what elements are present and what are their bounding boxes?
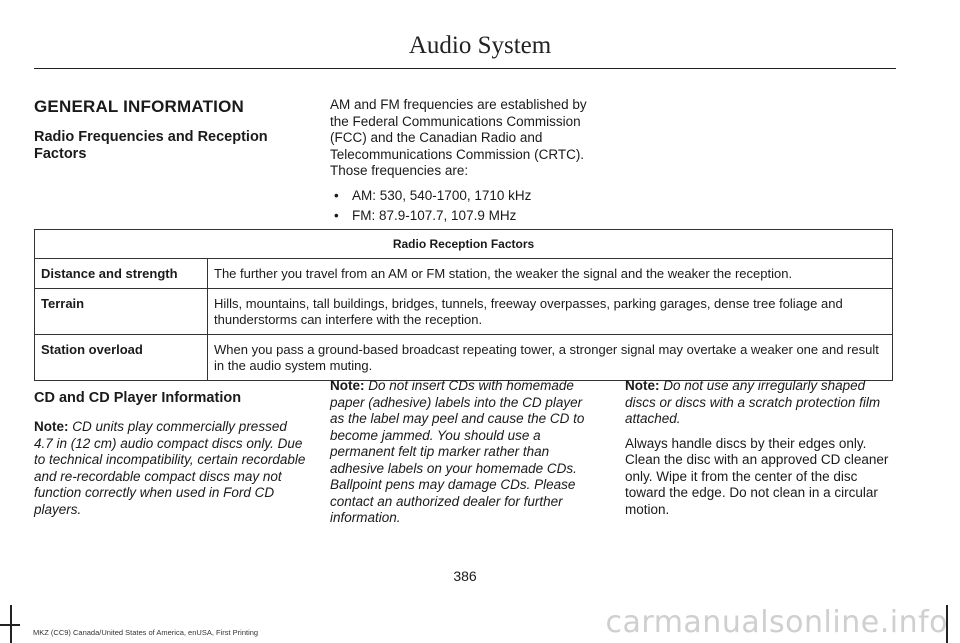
general-info-left [34,99,294,163]
description-cell: The further you travel from an AM or FM station, the weaker the signal and the weaker the reception. [208,259,893,289]
cd-section-right [625,378,895,526]
table-row [35,289,893,335]
cd-note-1: Note: CD units play commercially pressed 4.7 in (12 cm) audio compact discs only. Due to technical incompatibility, certain recordable and re-recordable compact discs may not function correctly when used in Ford CD players. [34,419,306,517]
watermark-logo: carmanualsonline.info [605,605,948,640]
cd-note-2: Note: Do not insert CDs with homemade paper (adhesive) labels into the CD player as the label may peel and cause the CD to become jammed. You should use a permanent felt tip marker rather than adhesive labels on your homemade CDs. Ballpoint pens may damage CDs. Please contact an authorized dealer for further information. [330,378,585,525]
cd-section-left [34,390,306,526]
table-row [35,259,893,289]
list-item: • AM: 530, 540-1700, 1710 kHz [334,187,532,203]
frequency-list [330,188,605,225]
radio-frequencies-subheading: Radio Frequencies and Reception Factors [34,128,268,162]
table-row [35,335,893,381]
description-cell: Hills, mountains, tall buildings, bridges, tunnels, freeway overpasses, parking garages, dense tree foliage and thunderstorms can interfere with the reception. [208,289,893,335]
general-info-middle [330,97,605,229]
footer-text: MKZ (CC9) Canada/United States of America, enUSA, First Printing [33,628,259,637]
list-item: • FM: 87.9-107.7, 107.9 MHz [334,208,517,223]
bullet-icon: • [334,187,339,203]
table-title: Radio Reception Factors [35,230,893,259]
cd-section-middle [330,378,600,535]
cd-note-3: Note: Do not use any irregularly shaped discs or discs with a scratch protection film attached. [625,378,881,426]
page-header-title: Audio System [408,32,552,59]
description-cell: When you pass a ground-based broadcast repeating tower, a stronger signal may overtake a weaker one and result in the audio system muting. [208,335,893,381]
disc-handling-paragraph: Always handle discs by their edges only. Clean the disc with an approved CD cleaner only. Wipe it from the center of the disc toward the edge. Do not clean in a circular motion. [625,435,889,517]
bullet-icon: • [334,208,339,223]
factor-cell: Distance and strength [35,259,208,289]
general-information-heading: GENERAL INFORMATION [34,97,244,116]
table-header-row [35,230,893,259]
page-number: 386 [453,568,477,584]
factor-cell: Terrain [35,289,208,335]
factor-cell: Station overload [35,335,208,381]
header-rule [34,68,896,69]
radio-reception-factors-table [34,229,893,381]
frequencies-paragraph: AM and FM frequencies are established by the Federal Communications Commission (FCC) and the Canadian Radio and Telecommunications Commission (CRTC). Those frequencies are: [330,97,587,178]
cd-heading: CD and CD Player Information [34,390,242,406]
crop-mark-bottom-left-horizontal [0,624,20,626]
